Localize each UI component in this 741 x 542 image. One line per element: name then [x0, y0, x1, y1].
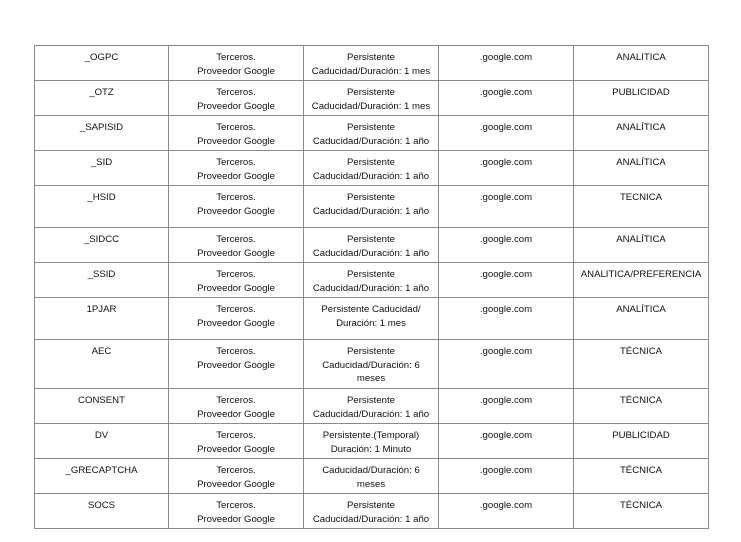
cookie-domain-cell: .google.com [439, 459, 574, 494]
duration-line: Caducidad/Duración: 1 año [312, 408, 430, 420]
owner-line: Terceros. [216, 157, 256, 168]
duration-line: Persistente [347, 500, 395, 511]
owner-line: Proveedor Google [197, 478, 275, 490]
table-row [35, 298, 709, 340]
owner-line: Terceros. [216, 192, 256, 203]
table-row [35, 459, 709, 494]
cookie-duration-cell [304, 389, 439, 424]
cookie-duration-cell [304, 81, 439, 116]
duration-line: Caducidad/Duración: 6 [322, 465, 420, 476]
duration-line: Persistente [347, 269, 395, 280]
owner-line: Proveedor Google [197, 100, 275, 112]
cookie-category-cell: TECNICA [574, 186, 709, 228]
cookie-category-cell: ANALÍTICA [574, 228, 709, 263]
duration-line: Persistente [347, 192, 395, 203]
cookie-category-cell: TÉCNICA [574, 494, 709, 529]
cookie-owner-cell [169, 459, 304, 494]
cookie-name-cell: AEC [35, 340, 169, 389]
duration-line: Caducidad/Duración: 1 año [312, 205, 430, 217]
duration-line: Persistente [347, 157, 395, 168]
duration-line: Caducidad/Duración: 1 mes [311, 65, 431, 77]
cookie-domain-cell: .google.com [439, 389, 574, 424]
cookie-category-cell: ANALÍTICA [574, 151, 709, 186]
owner-line: Proveedor Google [197, 65, 275, 77]
owner-line: Proveedor Google [197, 443, 275, 455]
cookie-domain-cell: .google.com [439, 263, 574, 298]
owner-line: Terceros. [216, 346, 256, 357]
cookie-name-cell: _SIDCC [35, 228, 169, 263]
cookie-duration-cell [304, 298, 439, 340]
cookie-domain-cell: .google.com [439, 46, 574, 81]
cookie-duration-cell [304, 340, 439, 389]
owner-line: Proveedor Google [197, 408, 275, 420]
table-row [35, 494, 709, 529]
cookie-domain-cell: .google.com [439, 298, 574, 340]
table-row [35, 81, 709, 116]
cookie-domain-cell: .google.com [439, 81, 574, 116]
owner-line: Proveedor Google [197, 205, 275, 217]
cookie-domain-cell: .google.com [439, 228, 574, 263]
cookie-category-cell: ANALITICA/PREFERENCIA [574, 263, 709, 298]
owner-line: Terceros. [216, 395, 256, 406]
cookie-domain-cell: .google.com [439, 340, 574, 389]
owner-line: Proveedor Google [197, 317, 275, 329]
duration-line: Caducidad/Duración: 1 mes [311, 100, 431, 112]
cookie-name-cell: _SID [35, 151, 169, 186]
cookie-category-cell: TÉCNICA [574, 340, 709, 389]
cookie-table [34, 45, 709, 529]
cookie-duration-cell [304, 228, 439, 263]
table-row [35, 151, 709, 186]
cookie-owner-cell [169, 81, 304, 116]
cookie-category-cell: ANALITICA [574, 46, 709, 81]
duration-line: Caducidad/Duración: 6 [322, 359, 420, 371]
duration-line: meses [356, 373, 386, 384]
owner-line: Proveedor Google [197, 282, 275, 294]
cookie-owner-cell [169, 228, 304, 263]
cookie-duration-cell [304, 494, 439, 529]
table-row [35, 389, 709, 424]
owner-line: Terceros. [216, 52, 256, 63]
cookie-name-cell: SOCS [35, 494, 169, 529]
cookie-owner-cell [169, 46, 304, 81]
cookie-category-cell: PUBLICIDAD [574, 424, 709, 459]
cookie-duration-cell [304, 186, 439, 228]
cookie-domain-cell: .google.com [439, 151, 574, 186]
cookie-owner-cell [169, 340, 304, 389]
cookie-category-cell: ANALÍTICA [574, 116, 709, 151]
cookie-duration-cell [304, 46, 439, 81]
cookie-name-cell: _OTZ [35, 81, 169, 116]
cookie-domain-cell: .google.com [439, 186, 574, 228]
owner-line: Proveedor Google [197, 170, 275, 182]
duration-line: Persistente.(Temporal) [322, 430, 420, 441]
cookie-duration-cell [304, 116, 439, 151]
cookie-name-cell: CONSENT [35, 389, 169, 424]
cookie-name-cell: DV [35, 424, 169, 459]
owner-line: Proveedor Google [197, 247, 275, 259]
owner-line: Terceros. [216, 465, 256, 476]
owner-line: Terceros. [216, 87, 256, 98]
cookie-table-body [35, 46, 709, 529]
table-row [35, 116, 709, 151]
cookie-domain-cell: .google.com [439, 494, 574, 529]
cookie-name-cell: _SAPISID [35, 116, 169, 151]
cookie-duration-cell [304, 459, 439, 494]
owner-line: Proveedor Google [197, 513, 275, 525]
duration-line: Persistente [347, 52, 395, 63]
cookie-name-cell: 1PJAR [35, 298, 169, 340]
cookie-owner-cell [169, 424, 304, 459]
duration-line: Caducidad/Duración: 1 año [312, 135, 430, 147]
cookie-owner-cell [169, 298, 304, 340]
duration-line: Persistente [347, 346, 395, 357]
table-row [35, 424, 709, 459]
duration-line: Persistente [347, 234, 395, 245]
duration-line: Caducidad/Duración: 1 año [312, 170, 430, 182]
cookie-owner-cell [169, 116, 304, 151]
duration-line: Persistente Caducidad/ [321, 304, 421, 315]
cookie-duration-cell [304, 263, 439, 298]
cookie-owner-cell [169, 494, 304, 529]
table-row [35, 186, 709, 228]
table-row [35, 46, 709, 81]
duration-line: Persistente [347, 87, 395, 98]
duration-line: Duración: 1 mes [336, 317, 406, 329]
owner-line: Terceros. [216, 500, 256, 511]
owner-line: Terceros. [216, 234, 256, 245]
duration-line: Persistente [347, 395, 395, 406]
owner-line: Terceros. [216, 269, 256, 280]
duration-line: Caducidad/Duración: 1 año [312, 282, 430, 294]
cookie-owner-cell [169, 151, 304, 186]
owner-line: Proveedor Google [197, 135, 275, 147]
cookie-domain-cell: .google.com [439, 424, 574, 459]
cookie-owner-cell [169, 263, 304, 298]
cookie-category-cell: PUBLICIDAD [574, 81, 709, 116]
cookie-owner-cell [169, 186, 304, 228]
cookie-owner-cell [169, 389, 304, 424]
table-row [35, 340, 709, 389]
duration-line: Duración: 1 Minuto [330, 443, 412, 455]
cookie-category-cell: TÉCNICA [574, 459, 709, 494]
owner-line: Terceros. [216, 304, 256, 315]
cookie-category-cell: TÉCNICA [574, 389, 709, 424]
table-row [35, 228, 709, 263]
cookie-name-cell: _SSID [35, 263, 169, 298]
owner-line: Terceros. [216, 430, 256, 441]
cookie-category-cell: ANALÍTICA [574, 298, 709, 340]
cookie-name-cell: _HSID [35, 186, 169, 228]
duration-line: meses [356, 478, 386, 490]
cookie-domain-cell: .google.com [439, 116, 574, 151]
cookie-duration-cell [304, 424, 439, 459]
cookie-duration-cell [304, 151, 439, 186]
owner-line: Terceros. [216, 122, 256, 133]
duration-line: Caducidad/Duración: 1 año [312, 247, 430, 259]
duration-line: Caducidad/Duración: 1 año [312, 513, 430, 525]
owner-line: Proveedor Google [197, 359, 275, 371]
duration-line: Persistente [347, 122, 395, 133]
cookie-name-cell: _GRECAPTCHA [35, 459, 169, 494]
cookie-name-cell: _OGPC [35, 46, 169, 81]
table-row [35, 263, 709, 298]
